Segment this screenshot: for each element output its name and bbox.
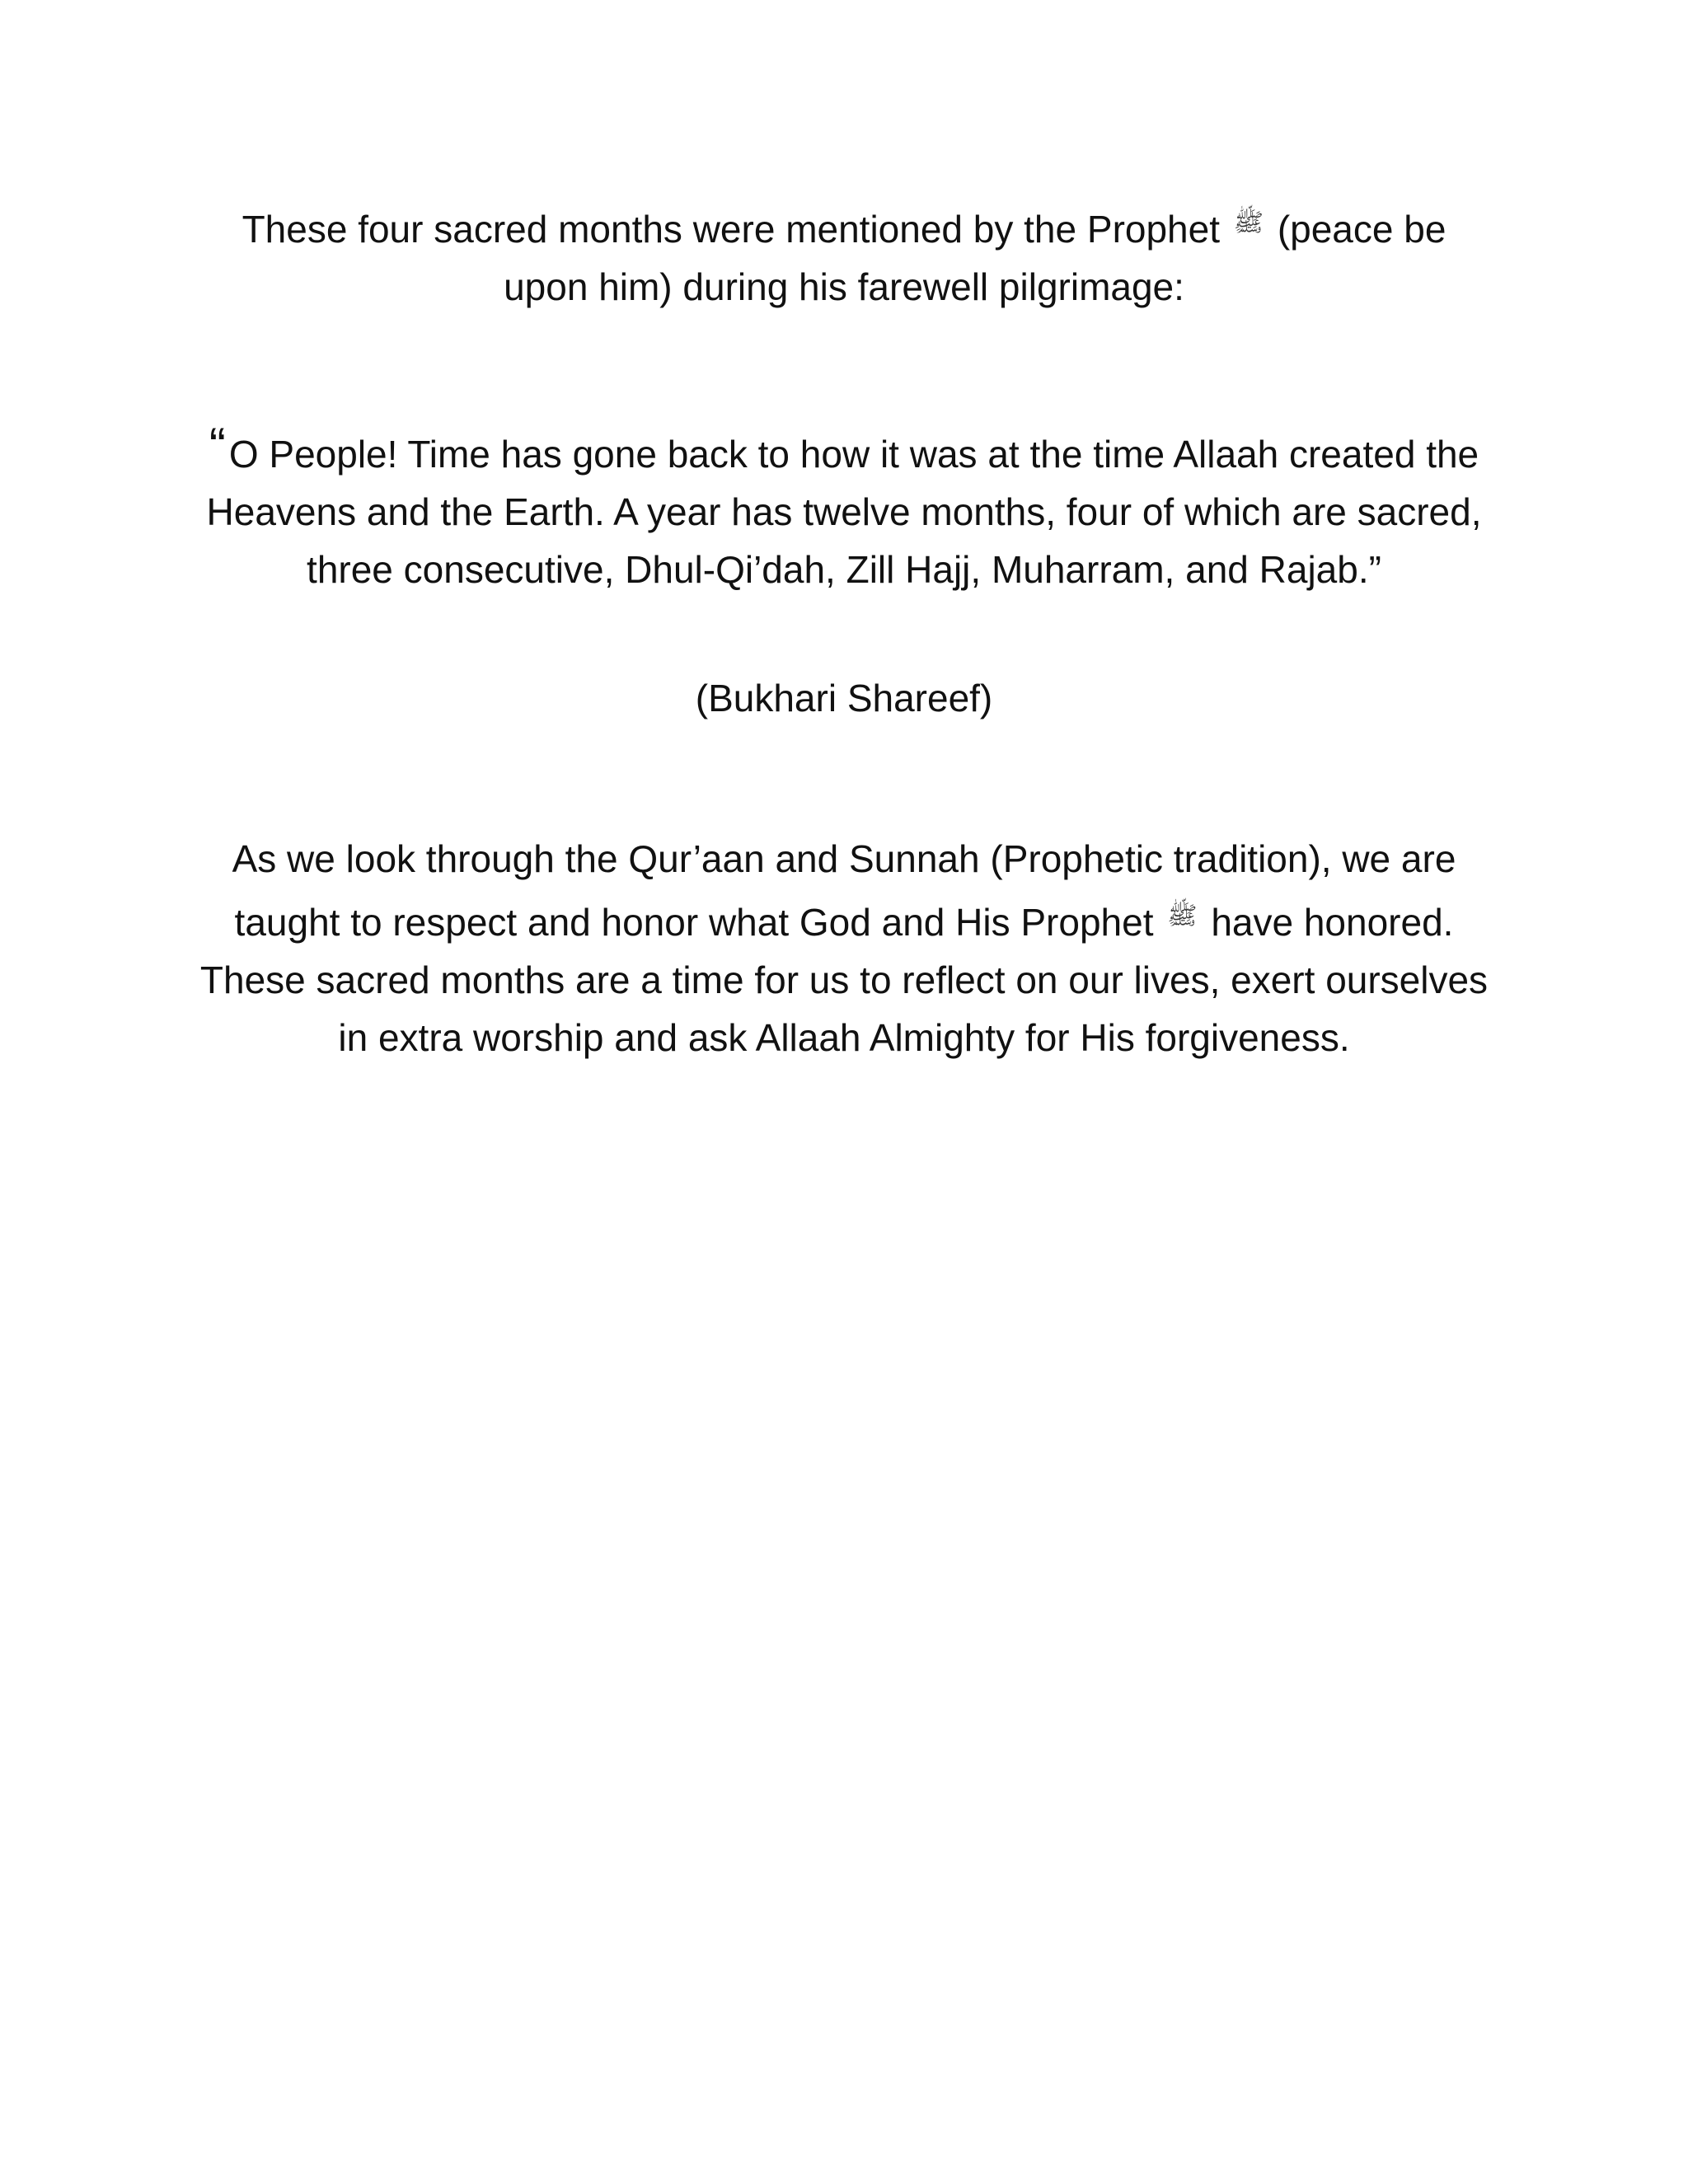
hadith-citation: (Bukhari Shareef) bbox=[695, 677, 993, 719]
hadith-quote bbox=[198, 417, 1490, 598]
closing-paragraph bbox=[198, 830, 1490, 1066]
salawat-glyph-icon: ﷺ bbox=[1167, 902, 1198, 930]
intro-text-before: These four sacred months were mentioned by the Prophet bbox=[241, 208, 1220, 251]
intro-text-after: (peace be upon him) during his farewell pilgrimage: bbox=[504, 208, 1447, 308]
intro-paragraph bbox=[198, 194, 1490, 316]
salawat-glyph-icon: ﷺ bbox=[1233, 209, 1264, 237]
hadith-text: O People! Time has gone back to how it was at the time Allaah created the Heavens and the Earth. A year has twelve months, four of which are sacred, three consecutive, Dhul-Qi’dah, Zill Hajj, Muharram, and Rajab.” bbox=[206, 433, 1482, 591]
closing-text-before: As we look through the Qur’aan and Sunnah (Prophetic tradition), we are taught to respect and honor what God and His Prophet bbox=[232, 837, 1456, 944]
open-quote-mark: “ bbox=[209, 418, 226, 473]
closing-text-after: have honored. These sacred months are a time for us to reflect on our lives, exert ourselves in extra worship and ask Allaah Almighty for His forgiveness. bbox=[199, 901, 1489, 1059]
